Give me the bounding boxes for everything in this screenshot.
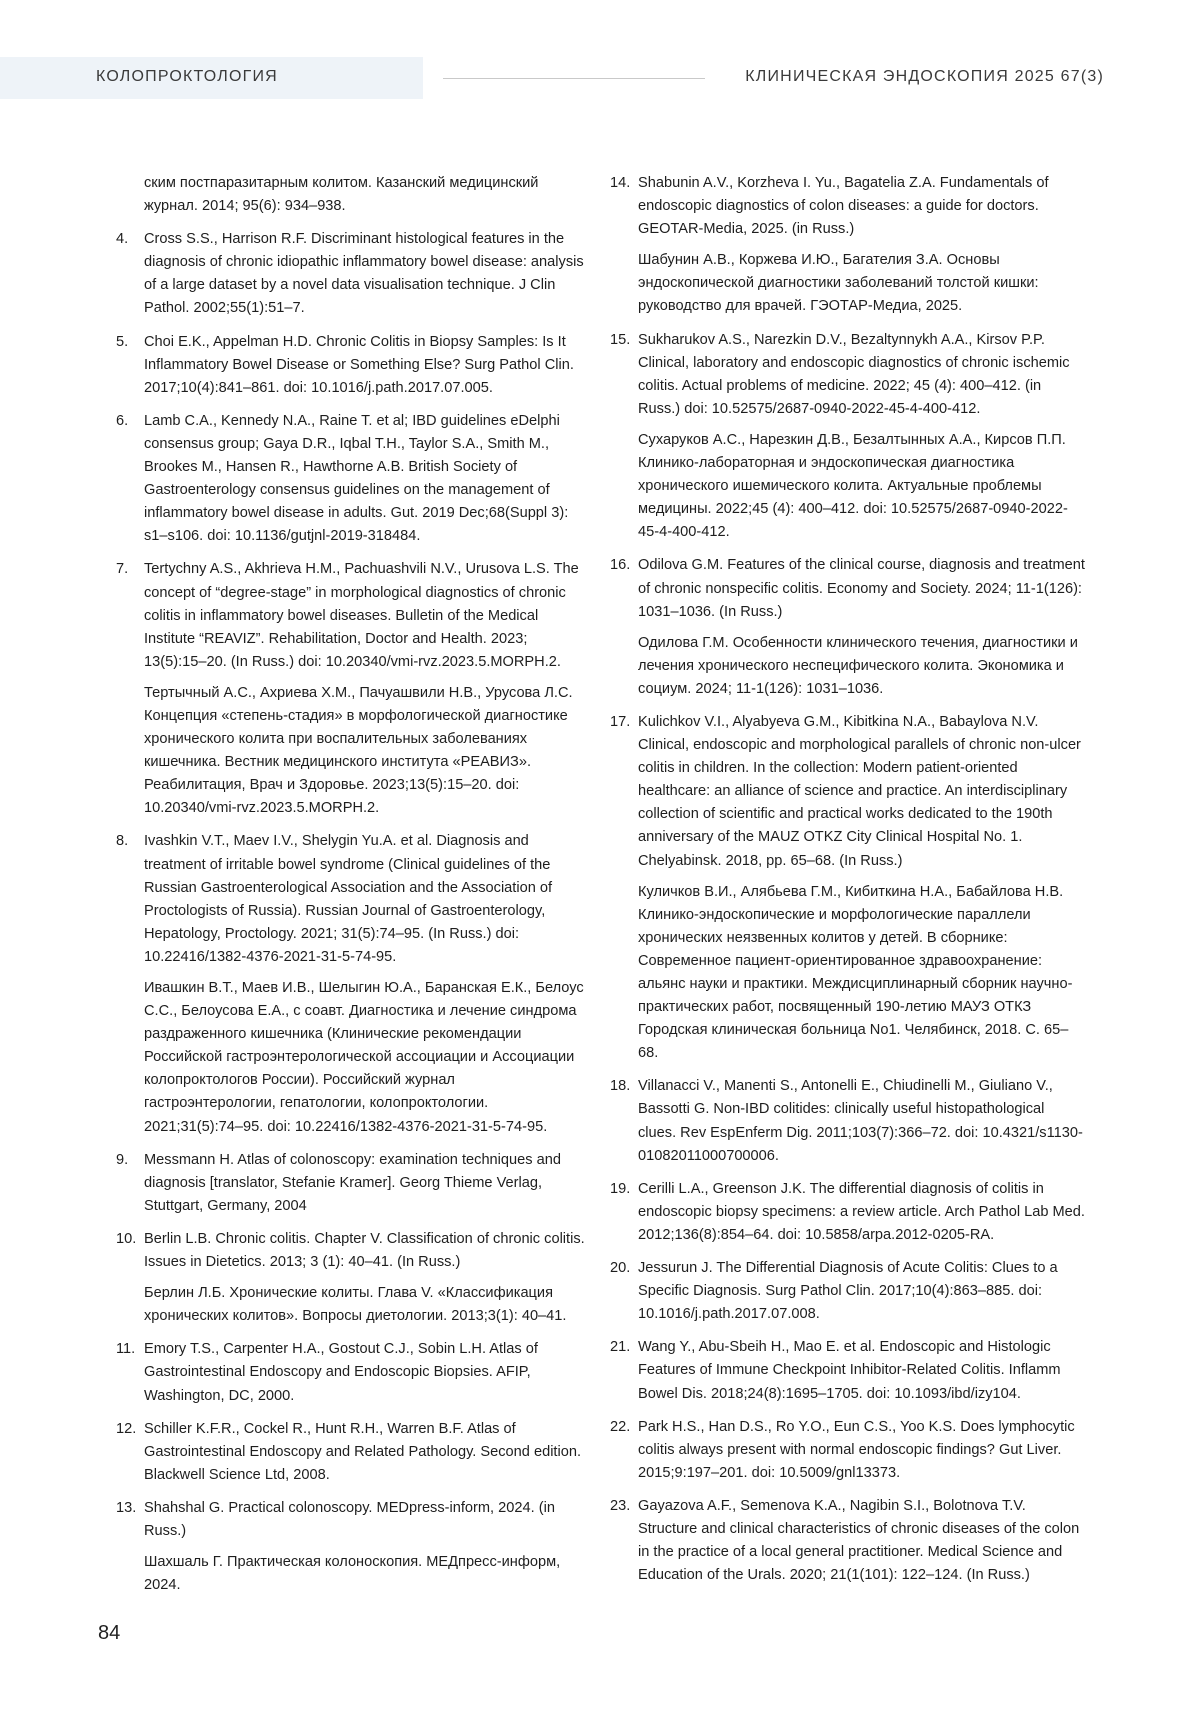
reference-text: ским постпаразитарным колитом. Казанский медицинский журнал. 2014; 95(6): 934–938.: [144, 175, 539, 215]
reference-text: Ivashkin V.T., Maev I.V., Shelygin Yu.A. et al. Diagnosis and treatment of irritable bowel syndrome (Clinical guidelines of the Russian Gastroenterological Association and the Association of Proctologists of Russia). Russian Journal of Gastroenterology, Hepatology, Proctology. 2021; 31(5):74–95. (In Russ.) doi: 10.22416/1382-4376-2021-31-5-74-95.: [144, 833, 553, 965]
reference-text: Shahshal G. Practical colonoscopy. MEDpress-inform, 2024. (in Russ.): [144, 1499, 555, 1539]
reference-text: Cross S.S., Harrison R.F. Discriminant histological features in the diagnosis of chronic idiopathic inflammatory bowel disease: analysis of a large dataset by a novel data visualisation technique. J Clin Pathol. 2002;55(1):51–7.: [144, 231, 584, 317]
reference-body: [638, 1416, 1086, 1485]
reference-body: [144, 1149, 588, 1218]
reference-item: [610, 554, 1086, 701]
reference-number: 5.: [116, 333, 129, 350]
reference-body: [638, 1075, 1086, 1167]
reference-text: Berlin L.B. Chronic colitis. Chapter V. Classification of chronic colitis. Issues in Dietetics. 2013; 3 (1): 40–41. (In Russ.): [144, 1230, 585, 1271]
reference-number: 16.: [610, 557, 631, 574]
reference-text: Gayazova A.F., Semenova K.A., Nagibin S.I., Bolotnova T.V. Structure and clinical characteristics of chronic diseases of the colon in the practice of a local general practitioner. Medical Science and Education of the Urals. 2020; 21(1(101): 122–124. (In Russ.): [638, 1497, 1080, 1584]
reference-item: [116, 1418, 588, 1487]
reference-body: [638, 711, 1086, 1065]
reference-text: Wang Y., Abu-Sbeih H., Mao E. et al. Endoscopic and Histologic Features of Immune Checkpoint Inhibitor-Related Colitis. Inflamm Bowel Dis. 2018;24(8):1695–1705. doi: 10.1093/ibd/izy104.: [638, 1339, 1061, 1402]
reference-number: 11.: [116, 1341, 136, 1358]
reference-text: Choi E.K., Appelman H.D. Chronic Colitis in Biopsy Samples: Is It Inflammatory Bowel Disease or Something Else? Surg Pathol Clin. 2017;10(4):841–861. doi: 10.1016/j.path.2017.07.005.: [144, 333, 574, 396]
reference-item: [610, 1416, 1086, 1485]
reference-number: 17.: [610, 713, 631, 730]
reference-number: 14.: [610, 175, 631, 191]
reference-body: [144, 331, 588, 400]
reference-text: Одилова Г.М. Особенности клинического течения, диагностики и лечения хронического неспецифического колита. Экономика и социум. 2024; 11-1(126): 1031–1036.: [638, 634, 1078, 697]
reference-body: [144, 1228, 588, 1328]
reference-number: 6.: [116, 412, 129, 429]
reference-text: Шабунин А.В., Коржева И.Ю., Багателия З.А. Основы эндоскопической диагностики заболеваний толстой кишки: руководство для врачей. ГЭОТАР-Медиа, 2025.: [638, 252, 1039, 315]
reference-text: Odilova G.M. Features of the clinical course, diagnosis and treatment of chronic nonspecific colitis. Economy and Society. 2024; 11-1(126): 1031–1036. (In Russ.): [638, 557, 1085, 620]
reference-item: [610, 1495, 1086, 1587]
page-number: 84: [98, 1622, 121, 1644]
reference-number: 20.: [610, 1260, 631, 1277]
references-column-right: [610, 172, 1086, 1597]
reference-text: Берлин Л.Б. Хронические колиты. Глава V. «Классификация хронических колитов». Вопросы диетологии. 2013;3(1): 40–41.: [144, 1285, 567, 1325]
reference-text: Ивашкин В.Т., Маев И.В., Шелыгин Ю.А., Баранская Е.К., Белоус С.С., Белоусова Е.А., с соавт. Диагностика и лечение синдрома раздраженного кишечника (Клинические рекомендации Российской гастроэнтерологической ассоциации и Ассоциации колопроктологов России). Российский журнал гастроэнтерологии, гепатологии, колопроктологии. 2021;31(5):74–95. doi: 10.22416/1382-4376-2021-31-5-74-95.: [144, 980, 584, 1135]
reference-body: [638, 329, 1086, 545]
reference-number: 13.: [116, 1499, 137, 1516]
reference-number: 22.: [610, 1418, 631, 1435]
reference-number: 9.: [116, 1151, 129, 1168]
reference-text: Schiller K.F.R., Cockel R., Hunt R.H., Warren B.F. Atlas of Gastrointestinal Endoscopy and Related Pathology. Second edition. Blackwell Science Ltd, 2008.: [144, 1420, 582, 1483]
reference-text: Park H.S., Han D.S., Ro Y.O., Eun C.S., Yoo K.S. Does lymphocytic colitis always present with normal endoscopic findings? Gut Liver. 2015;9:197–201. doi: 10.5009/gnl13373.: [638, 1418, 1075, 1481]
reference-text: Tertychny A.S., Akhrieva H.M., Pachuashvili N.V., Urusova L.S. The concept of “degree-stage” in morphological diagnostics of chronic colitis in inflammatory bowel diseases. Bulletin of the Medical Institute “REAVIZ”. Rehabilitation, Doctor and Health. 2023; 13(5):15–20. (In Russ.) doi: 10.20340/vmi-rvz.2023.5.MORPH.2.: [144, 561, 579, 670]
reference-text: Villanacci V., Manenti S., Antonelli E., Chiudinelli M., Giuliano V., Bassotti G. Non-IBD colitides: clinically useful histopathological clues. Rev EspEnferm Dig. 2011;103(7):366–72. doi: 10.4321/s1130-01082011000700006.: [638, 1078, 1083, 1164]
reference-body: [638, 1178, 1086, 1247]
reference-list-left: [116, 228, 588, 1597]
reference-text: Shabunin A.V., Korzheva I. Yu., Bagatelia Z.A. Fundamentals of endoscopic diagnostics of colon diseases: a guide for doctors. GEOTAR-Media, 2025. (in Russ.): [638, 175, 1049, 238]
reference-body: [144, 1418, 588, 1487]
reference-item: [610, 711, 1086, 1065]
reference-number: 10.: [116, 1230, 137, 1247]
reference-text: Куличков В.И., Алябьева Г.М., Кибиткина Н.А., Бабайлова Н.В. Клинико-эндоскопические и морфологические параллели хронических неязвенных колитов у детей. В сборнике: Современное пациент-ориентированное здравоохранение: альянс науки и практики. Междисциплинарный сборник научно-практических работ, посвященный 190-летию МАУЗ ОТКЗ Городская клиническая больница No1. Челябинск, 2018. С. 65–68.: [638, 883, 1073, 1062]
reference-number: 21.: [610, 1339, 631, 1356]
reference-text: Lamb C.A., Kennedy N.A., Raine T. et al; IBD guidelines eDelphi consensus group; Gaya D.R., Iqbal T.H., Taylor S.A., Smith M., Brookes M., Hansen R., Hawthorne A.B. British Society of Gastroenterology consensus guidelines on the management of inflammatory bowel disease in adults. Gut. 2019 Dec;68(Suppl 3): s1–s106. doi: 10.1136/gutjnl-2019-318484.: [144, 412, 569, 545]
reference-text: Kulichkov V.I., Alyabyeva G.M., Kibitkina N.A., Babaylova N.V. Clinical, endoscopic and morphological parallels of chronic non-ulcer colitis in children. In the collection: Modern patient-oriented healthcare: an alliance of science and practice. An interdisciplinary collection of scientific and practical works dedicated to the 190th anniversary of the MAUZ OTKZ City Clinical Hospital No. 1. Chelyabinsk. 2018, pp. 65–68. (In Russ.): [638, 713, 1081, 869]
reference-number: 7.: [116, 561, 129, 578]
reference-item: [116, 1338, 588, 1407]
reference-body: [144, 1497, 588, 1597]
reference-item: [116, 410, 588, 549]
journal-title: КЛИНИЧЕСКАЯ ЭНДОСКОПИЯ 2025 67(3): [745, 68, 1104, 85]
references-column-left: [116, 172, 588, 1607]
reference-number: 8.: [116, 833, 129, 850]
reference-list-right: [610, 172, 1086, 1587]
header-divider: [443, 78, 705, 79]
reference-text: Тертычный А.С., Ахриева Х.М., Пачуашвили Н.В., Урусова Л.С. Концепция «степень-стадия» в морфологической диагностике хронического колита при воспалительных заболеваниях кишечника. Вестник медицинского института «РЕАВИЗ». Реабилитация, Врач и Здоровье. 2023;13(5):15–20. doi: 10.20340/vmi-rvz.2023.5.MORPH.2.: [144, 684, 573, 817]
reference-item: [116, 558, 588, 820]
reference-body: [638, 1257, 1086, 1326]
reference-number: 23.: [610, 1497, 631, 1514]
reference-item: [116, 1497, 588, 1597]
reference-item: [610, 1075, 1086, 1167]
reference-text: Messmann H. Atlas of colonoscopy: examination techniques and diagnosis [translator, Stefanie Kramer]. Georg Thieme Verlag, Stuttgart, Germany, 2004: [144, 1151, 561, 1214]
reference-item: [116, 1228, 588, 1328]
reference-item: [116, 228, 588, 320]
reference-body: [144, 228, 588, 320]
reference-body: [638, 554, 1086, 701]
reference-text: Jessurun J. The Differential Diagnosis of Acute Colitis: Clues to a Specific Diagnosis. Surg Pathol Clin. 2017;10(4):863–885. doi: 10.1016/j.path.2017.07.008.: [638, 1260, 1058, 1323]
reference-item: [116, 830, 588, 1138]
reference-number: 4.: [116, 231, 129, 248]
reference-body: [144, 1338, 588, 1407]
reference-item: [610, 1336, 1086, 1405]
reference-text: Cerilli L.A., Greenson J.K. The differential diagnosis of colitis in endoscopic biopsy specimens: a review article. Arch Pathol Lab Med. 2012;136(8):854–64. doi: 10.5858/arpa.2012-0205-RA.: [638, 1180, 1085, 1243]
reference-body: [144, 410, 588, 549]
reference-number: 19.: [610, 1180, 631, 1197]
section-title: КОЛОПРОКТОЛОГИЯ: [96, 68, 278, 85]
reference-item: [610, 172, 1086, 319]
reference-body: [144, 830, 588, 1138]
reference-number: 18.: [610, 1078, 631, 1095]
reference-text: Sukharukov A.S., Narezkin D.V., Bezaltynnykh A.A., Kirsov P.P. Clinical, laboratory and endoscopic diagnostics of chronic ischemic colitis. Actual problems of medicine. 2022; 45 (4): 400–412. (in Russ.) doi: 10.52575/2687-0940-2022-45-4-400-412.: [638, 331, 1070, 417]
reference-item: [610, 329, 1086, 545]
reference-text: Сухаруков А.С., Нарезкин Д.В., Безалтынных А.А., Кирсов П.П. Клинико-лабораторная и эндоскопическая диагностика хронического ишемического колита. Актуальные проблемы медицины. 2022;45 (4): 400–412. doi: 10.52575/2687-0940-2022-45-4-400-412.: [638, 431, 1068, 541]
reference-text: Emory T.S., Carpenter H.A., Gostout C.J., Sobin L.H. Atlas of Gastrointestinal Endoscopy and Endoscopic Biopsies. AFIP, Washington, DC, 2000.: [144, 1341, 538, 1404]
reference-body: [638, 172, 1086, 319]
reference-continuation: [144, 172, 588, 218]
reference-number: 15.: [610, 331, 631, 348]
reference-text: Шахшаль Г. Практическая колоноскопия. МЕДпресс-информ, 2024.: [144, 1554, 561, 1594]
reference-item: [116, 1149, 588, 1218]
reference-item: [116, 331, 588, 400]
reference-item: [610, 1257, 1086, 1326]
reference-number: 12.: [116, 1420, 137, 1437]
reference-body: [144, 558, 588, 820]
reference-item: [610, 1178, 1086, 1247]
reference-body: [638, 1336, 1086, 1405]
reference-body: [638, 1495, 1086, 1587]
